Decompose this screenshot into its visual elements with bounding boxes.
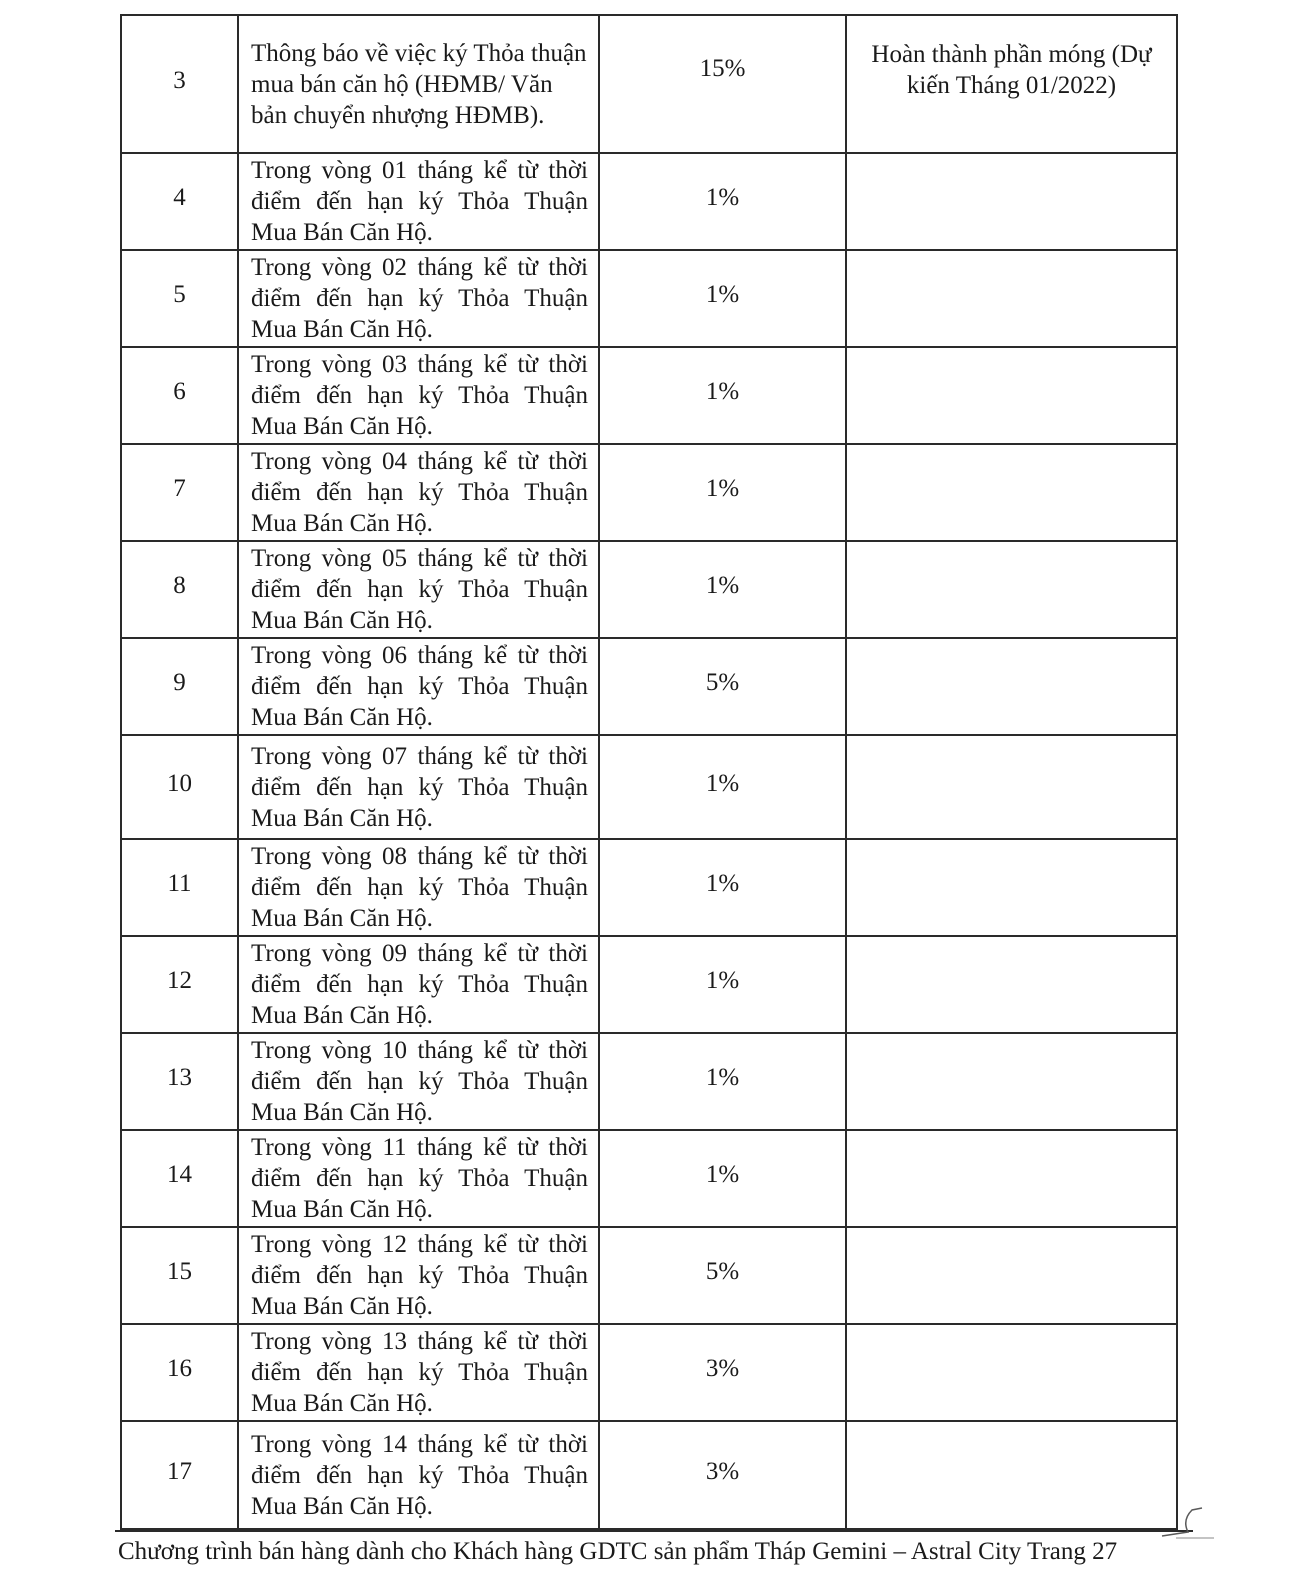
row-number-cell bbox=[121, 444, 238, 541]
initials-mark-icon bbox=[1158, 1502, 1218, 1542]
row-description-cell bbox=[238, 1421, 599, 1529]
row-percent: 5% bbox=[705, 1258, 740, 1285]
row-note-cell bbox=[846, 1227, 1177, 1324]
row-note-cell bbox=[846, 541, 1177, 638]
row-percent-cell bbox=[599, 1421, 846, 1529]
row-description-cell bbox=[238, 347, 599, 444]
row-note-cell bbox=[846, 839, 1177, 936]
row-note-cell bbox=[846, 1324, 1177, 1421]
table-row bbox=[121, 153, 1177, 250]
row-number: 7 bbox=[173, 475, 186, 502]
row-description-cell bbox=[238, 1130, 599, 1227]
table-row bbox=[121, 638, 1177, 735]
row-percent: 15% bbox=[699, 54, 746, 82]
row-note: Hoàn thành phần móng (Dự kiến Tháng 01/2022) bbox=[871, 41, 1152, 99]
row-number-cell bbox=[121, 153, 238, 250]
table-row bbox=[121, 936, 1177, 1033]
row-description-cell bbox=[238, 839, 599, 936]
row-description: Trong vòng 10 tháng kể từ thời điểm đến hạn ký Thỏa Thuận Mua Bán Căn Hộ. bbox=[251, 1037, 588, 1126]
row-description-cell bbox=[238, 638, 599, 735]
row-percent: 1% bbox=[705, 769, 740, 797]
row-number: 15 bbox=[167, 1258, 192, 1285]
row-note-cell bbox=[846, 1033, 1177, 1130]
payment-schedule-table bbox=[120, 14, 1178, 1530]
row-percent-cell bbox=[599, 839, 846, 936]
row-number-cell bbox=[121, 250, 238, 347]
row-number-cell bbox=[121, 638, 238, 735]
table-row bbox=[121, 541, 1177, 638]
table-row bbox=[121, 347, 1177, 444]
row-note-cell bbox=[846, 153, 1177, 250]
row-description-cell bbox=[238, 15, 599, 153]
row-number: 4 bbox=[173, 184, 186, 211]
row-number-cell bbox=[121, 1421, 238, 1529]
row-description-cell bbox=[238, 153, 599, 250]
row-percent-cell bbox=[599, 347, 846, 444]
row-description: Trong vòng 04 tháng kể từ thời điểm đến hạn ký Thỏa Thuận Mua Bán Căn Hộ. bbox=[251, 448, 588, 537]
table-row bbox=[121, 839, 1177, 936]
row-percent-cell bbox=[599, 1324, 846, 1421]
row-number-cell bbox=[121, 1227, 238, 1324]
table-row bbox=[121, 1421, 1177, 1529]
row-number: 17 bbox=[167, 1457, 192, 1485]
row-percent-cell bbox=[599, 735, 846, 839]
row-description: Trong vòng 05 tháng kể từ thời điểm đến hạn ký Thỏa Thuận Mua Bán Căn Hộ. bbox=[251, 545, 588, 634]
row-percent: 1% bbox=[705, 281, 740, 308]
row-description: Trong vòng 09 tháng kể từ thời điểm đến hạn ký Thỏa Thuận Mua Bán Căn Hộ. bbox=[251, 940, 588, 1029]
row-percent-cell bbox=[599, 15, 846, 153]
row-percent: 1% bbox=[705, 475, 740, 502]
row-percent: 1% bbox=[705, 967, 740, 994]
row-note-cell bbox=[846, 735, 1177, 839]
row-percent-cell bbox=[599, 1130, 846, 1227]
row-note-cell bbox=[846, 15, 1177, 153]
row-number: 12 bbox=[167, 967, 192, 994]
table-row bbox=[121, 1324, 1177, 1421]
row-number: 10 bbox=[167, 769, 192, 797]
row-percent-cell bbox=[599, 250, 846, 347]
row-percent: 1% bbox=[705, 184, 740, 211]
row-number: 9 bbox=[173, 669, 186, 696]
row-number-cell bbox=[121, 1324, 238, 1421]
row-description: Trong vòng 12 tháng kể từ thời điểm đến hạn ký Thỏa Thuận Mua Bán Căn Hộ. bbox=[251, 1231, 588, 1320]
row-note-cell bbox=[846, 250, 1177, 347]
row-number-cell bbox=[121, 1130, 238, 1227]
table-row bbox=[121, 15, 1177, 153]
table-row bbox=[121, 1033, 1177, 1130]
row-number-cell bbox=[121, 347, 238, 444]
table-row bbox=[121, 1130, 1177, 1227]
row-number: 16 bbox=[167, 1355, 192, 1382]
row-number: 13 bbox=[167, 1064, 192, 1091]
row-note-cell bbox=[846, 936, 1177, 1033]
row-percent: 1% bbox=[705, 1161, 740, 1188]
row-number: 14 bbox=[167, 1161, 192, 1188]
row-number: 5 bbox=[173, 281, 186, 308]
row-description-cell bbox=[238, 444, 599, 541]
row-percent-cell bbox=[599, 1227, 846, 1324]
row-percent-cell bbox=[599, 541, 846, 638]
row-description: Trong vòng 03 tháng kể từ thời điểm đến hạn ký Thỏa Thuận Mua Bán Căn Hộ. bbox=[251, 351, 588, 440]
row-percent: 1% bbox=[705, 378, 740, 405]
row-percent: 3% bbox=[705, 1457, 740, 1485]
footer-rule bbox=[115, 1530, 1193, 1532]
row-description: Trong vòng 06 tháng kể từ thời điểm đến hạn ký Thỏa Thuận Mua Bán Căn Hộ. bbox=[251, 642, 588, 731]
row-description: Trong vòng 07 tháng kể từ thời điểm đến hạn ký Thỏa Thuận Mua Bán Căn Hộ. bbox=[251, 742, 588, 832]
row-note-cell bbox=[846, 1421, 1177, 1529]
row-description-cell bbox=[238, 250, 599, 347]
row-percent-cell bbox=[599, 936, 846, 1033]
row-number-cell bbox=[121, 936, 238, 1033]
row-number-cell bbox=[121, 15, 238, 153]
row-note-cell bbox=[846, 347, 1177, 444]
row-description: Trong vòng 02 tháng kể từ thời điểm đến hạn ký Thỏa Thuận Mua Bán Căn Hộ. bbox=[251, 254, 588, 343]
row-description-cell bbox=[238, 541, 599, 638]
row-note-cell bbox=[846, 1130, 1177, 1227]
row-percent: 1% bbox=[705, 1064, 740, 1091]
row-description: Trong vòng 08 tháng kể từ thời điểm đến hạn ký Thỏa Thuận Mua Bán Căn Hộ. bbox=[251, 843, 588, 932]
table-row bbox=[121, 250, 1177, 347]
row-description: Trong vòng 13 tháng kể từ thời điểm đến hạn ký Thỏa Thuận Mua Bán Căn Hộ. bbox=[251, 1328, 588, 1417]
row-number-cell bbox=[121, 1033, 238, 1130]
row-percent-cell bbox=[599, 638, 846, 735]
table-row bbox=[121, 444, 1177, 541]
row-description-cell bbox=[238, 936, 599, 1033]
row-number-cell bbox=[121, 839, 238, 936]
row-description: Thông báo về việc ký Thỏa thuận mua bán căn hộ (HĐMB/ Văn bản chuyển nhượng HĐMB). bbox=[251, 39, 587, 129]
row-percent: 3% bbox=[705, 1355, 740, 1382]
row-description-cell bbox=[238, 1324, 599, 1421]
row-description: Trong vòng 01 tháng kể từ thời điểm đến hạn ký Thỏa Thuận Mua Bán Căn Hộ. bbox=[251, 157, 588, 246]
row-number: 6 bbox=[173, 378, 186, 405]
row-description: Trong vòng 14 tháng kể từ thời điểm đến hạn ký Thỏa Thuận Mua Bán Căn Hộ. bbox=[251, 1430, 588, 1520]
row-number: 3 bbox=[173, 66, 186, 94]
row-number-cell bbox=[121, 541, 238, 638]
row-description-cell bbox=[238, 735, 599, 839]
row-description-cell bbox=[238, 1227, 599, 1324]
row-note-cell bbox=[846, 444, 1177, 541]
page-footer: Chương trình bán hàng dành cho Khách hàng GDTC sản phẩm Tháp Gemini – Astral City Trang 27 bbox=[118, 1538, 1118, 1565]
row-percent-cell bbox=[599, 1033, 846, 1130]
row-number: 11 bbox=[167, 870, 192, 897]
row-percent: 1% bbox=[705, 870, 740, 897]
row-percent: 1% bbox=[705, 572, 740, 599]
row-description: Trong vòng 11 tháng kể từ thời điểm đến hạn ký Thỏa Thuận Mua Bán Căn Hộ. bbox=[251, 1134, 588, 1223]
table-row bbox=[121, 1227, 1177, 1324]
table-row bbox=[121, 735, 1177, 839]
row-number: 8 bbox=[173, 572, 186, 599]
row-percent: 5% bbox=[705, 669, 740, 696]
row-percent-cell bbox=[599, 444, 846, 541]
row-description-cell bbox=[238, 1033, 599, 1130]
row-number-cell bbox=[121, 735, 238, 839]
row-note-cell bbox=[846, 638, 1177, 735]
row-percent-cell bbox=[599, 153, 846, 250]
